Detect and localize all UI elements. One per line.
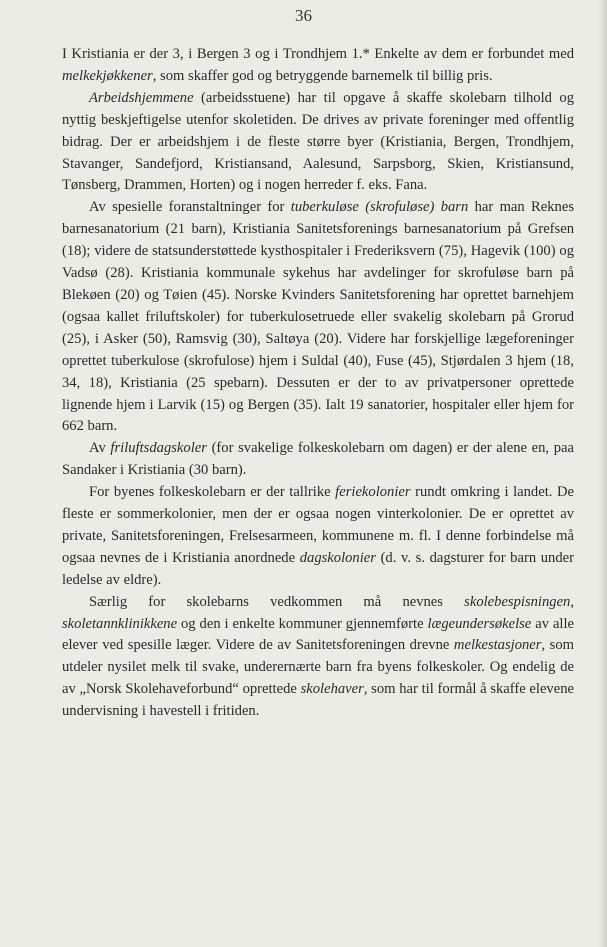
- italic-term: feriekolonier: [335, 484, 411, 501]
- paragraph-p3: [62, 197, 574, 438]
- italic-term: Arbeidshjemmene: [89, 89, 194, 106]
- text-run: (for svakelige folkeskolebarn om dagen) er der alene en, paa Sandaker i Kristiania (30 barn).: [62, 440, 574, 479]
- paragraph-p1: [62, 44, 574, 88]
- page-number: 36: [295, 6, 312, 25]
- text-run: rundt omkring i landet. De fleste er sommerkolonier, men der er ogsaa nogen vinterkolonier. De er oprettet av private, Sanitetsforeningen, Frelsesarmeen, kommunene m. fl. I denne forbindelse må ogsaa nevnes de i Kristiania anordnede: [62, 484, 574, 566]
- paragraph-p6: [62, 592, 574, 723]
- body-text: [62, 44, 574, 723]
- text-run: Av spesielle foranstaltninger for: [89, 199, 291, 216]
- italic-term: skolebespisningen, skoletannklinikkene: [62, 593, 574, 632]
- text-run: (arbeidsstuene) har til opgave å skaffe skolebarn tilhold og nyttig beskjeftigelse utenfor skoletiden. De drives av private foreninger med offentlig bidrag. Der er arbeidshjem i de fleste større byer (Kristiania, Bergen, Trondhjem, Stavanger, Sandefjord, Kristiansand, Aalesund, Sarpsborg, Skien, Kristiansund, Tønsberg, Drammen, Horten) og i nogen herreder f. eks. Fana.: [62, 89, 574, 194]
- text-run: , som skaffer god og betryggende barnemelk til billig pris.: [152, 67, 493, 84]
- italic-term: tuberkuløse (skrofuløse) barn: [290, 199, 469, 216]
- text-run: og den i enkelte kommuner gjennemførte: [177, 615, 428, 632]
- text-run: I Kristiania er der 3, i Bergen 3 og i Trondhjem 1.* Enkelte av dem er forbundet med: [62, 46, 574, 62]
- page-edge-shadow: [599, 0, 607, 947]
- text-run: (d. v. s. dagsturer for barn under ledelse av eldre).: [62, 549, 574, 588]
- italic-term: dagskolonier: [299, 549, 376, 566]
- text-run: av alle elever ved spesille læger. Videre de av Sanitetsforeningen drevne: [62, 615, 575, 654]
- italic-term: melkestasjoner: [453, 637, 542, 654]
- text-run: , som har til formål å skaffe elevene undervisning i havestell i fritiden.: [62, 681, 574, 720]
- italic-term: lægeundersøkelse: [427, 615, 532, 632]
- paragraph-p5: [62, 482, 574, 592]
- paragraph-p4: [62, 438, 574, 482]
- text-run: , som utdeler nysilet melk til svake, underernærte barn fra byens folkeskoler. Og endelig de av „Norsk Skolehaveforbund“ oprettede: [62, 637, 574, 698]
- text-run: Av: [89, 440, 111, 457]
- italic-term: skolehaver: [300, 681, 364, 698]
- text-run: For byenes folkeskolebarn er der tallrike: [89, 484, 336, 501]
- italic-term: friluftsdagskoler: [110, 440, 207, 457]
- text-run: har man Reknes barnesanatorium (21 barn), Kristiania Sanitetsforenings barnesanatorium på Grefsen (18); videre de statsunderstøttede kysthospitaler i Frederiksvern (75), Hagevik (100) og Vadsø (28). Kristiania kommunale sykehus har avdelinger for skrofuløse barn på Blekøen (20) og Tøien (45). Norske Kvinders Sanitetsforening har oprettet barnehjem (ogsaa kallet friluftskoler) for tuberkulosetruede eller svakelig skolebarn på Grorud (25), i Asker (50), Ramsvig (30), Saltøya (20). Videre har forskjellige lægeforeninger oprettet tuberkulose (skrofulose) hjem i Suldal (40), Fuse (45), Stjørdalen 3 hjem (18, 34, 18), Kristiania (25 spebarn). Dessuten er der to av privatpersoner oprettede lignende hjem i Larvik (15) og Bergen (35). Ialt 19 sanatorier, hospitaler eller hjem for 662 barn.: [62, 199, 574, 435]
- italic-term: melkekjøkkener: [62, 67, 153, 84]
- paragraph-p2: [62, 88, 574, 198]
- text-run: Særlig for skolebarns vedkommen må nevnes: [89, 593, 465, 610]
